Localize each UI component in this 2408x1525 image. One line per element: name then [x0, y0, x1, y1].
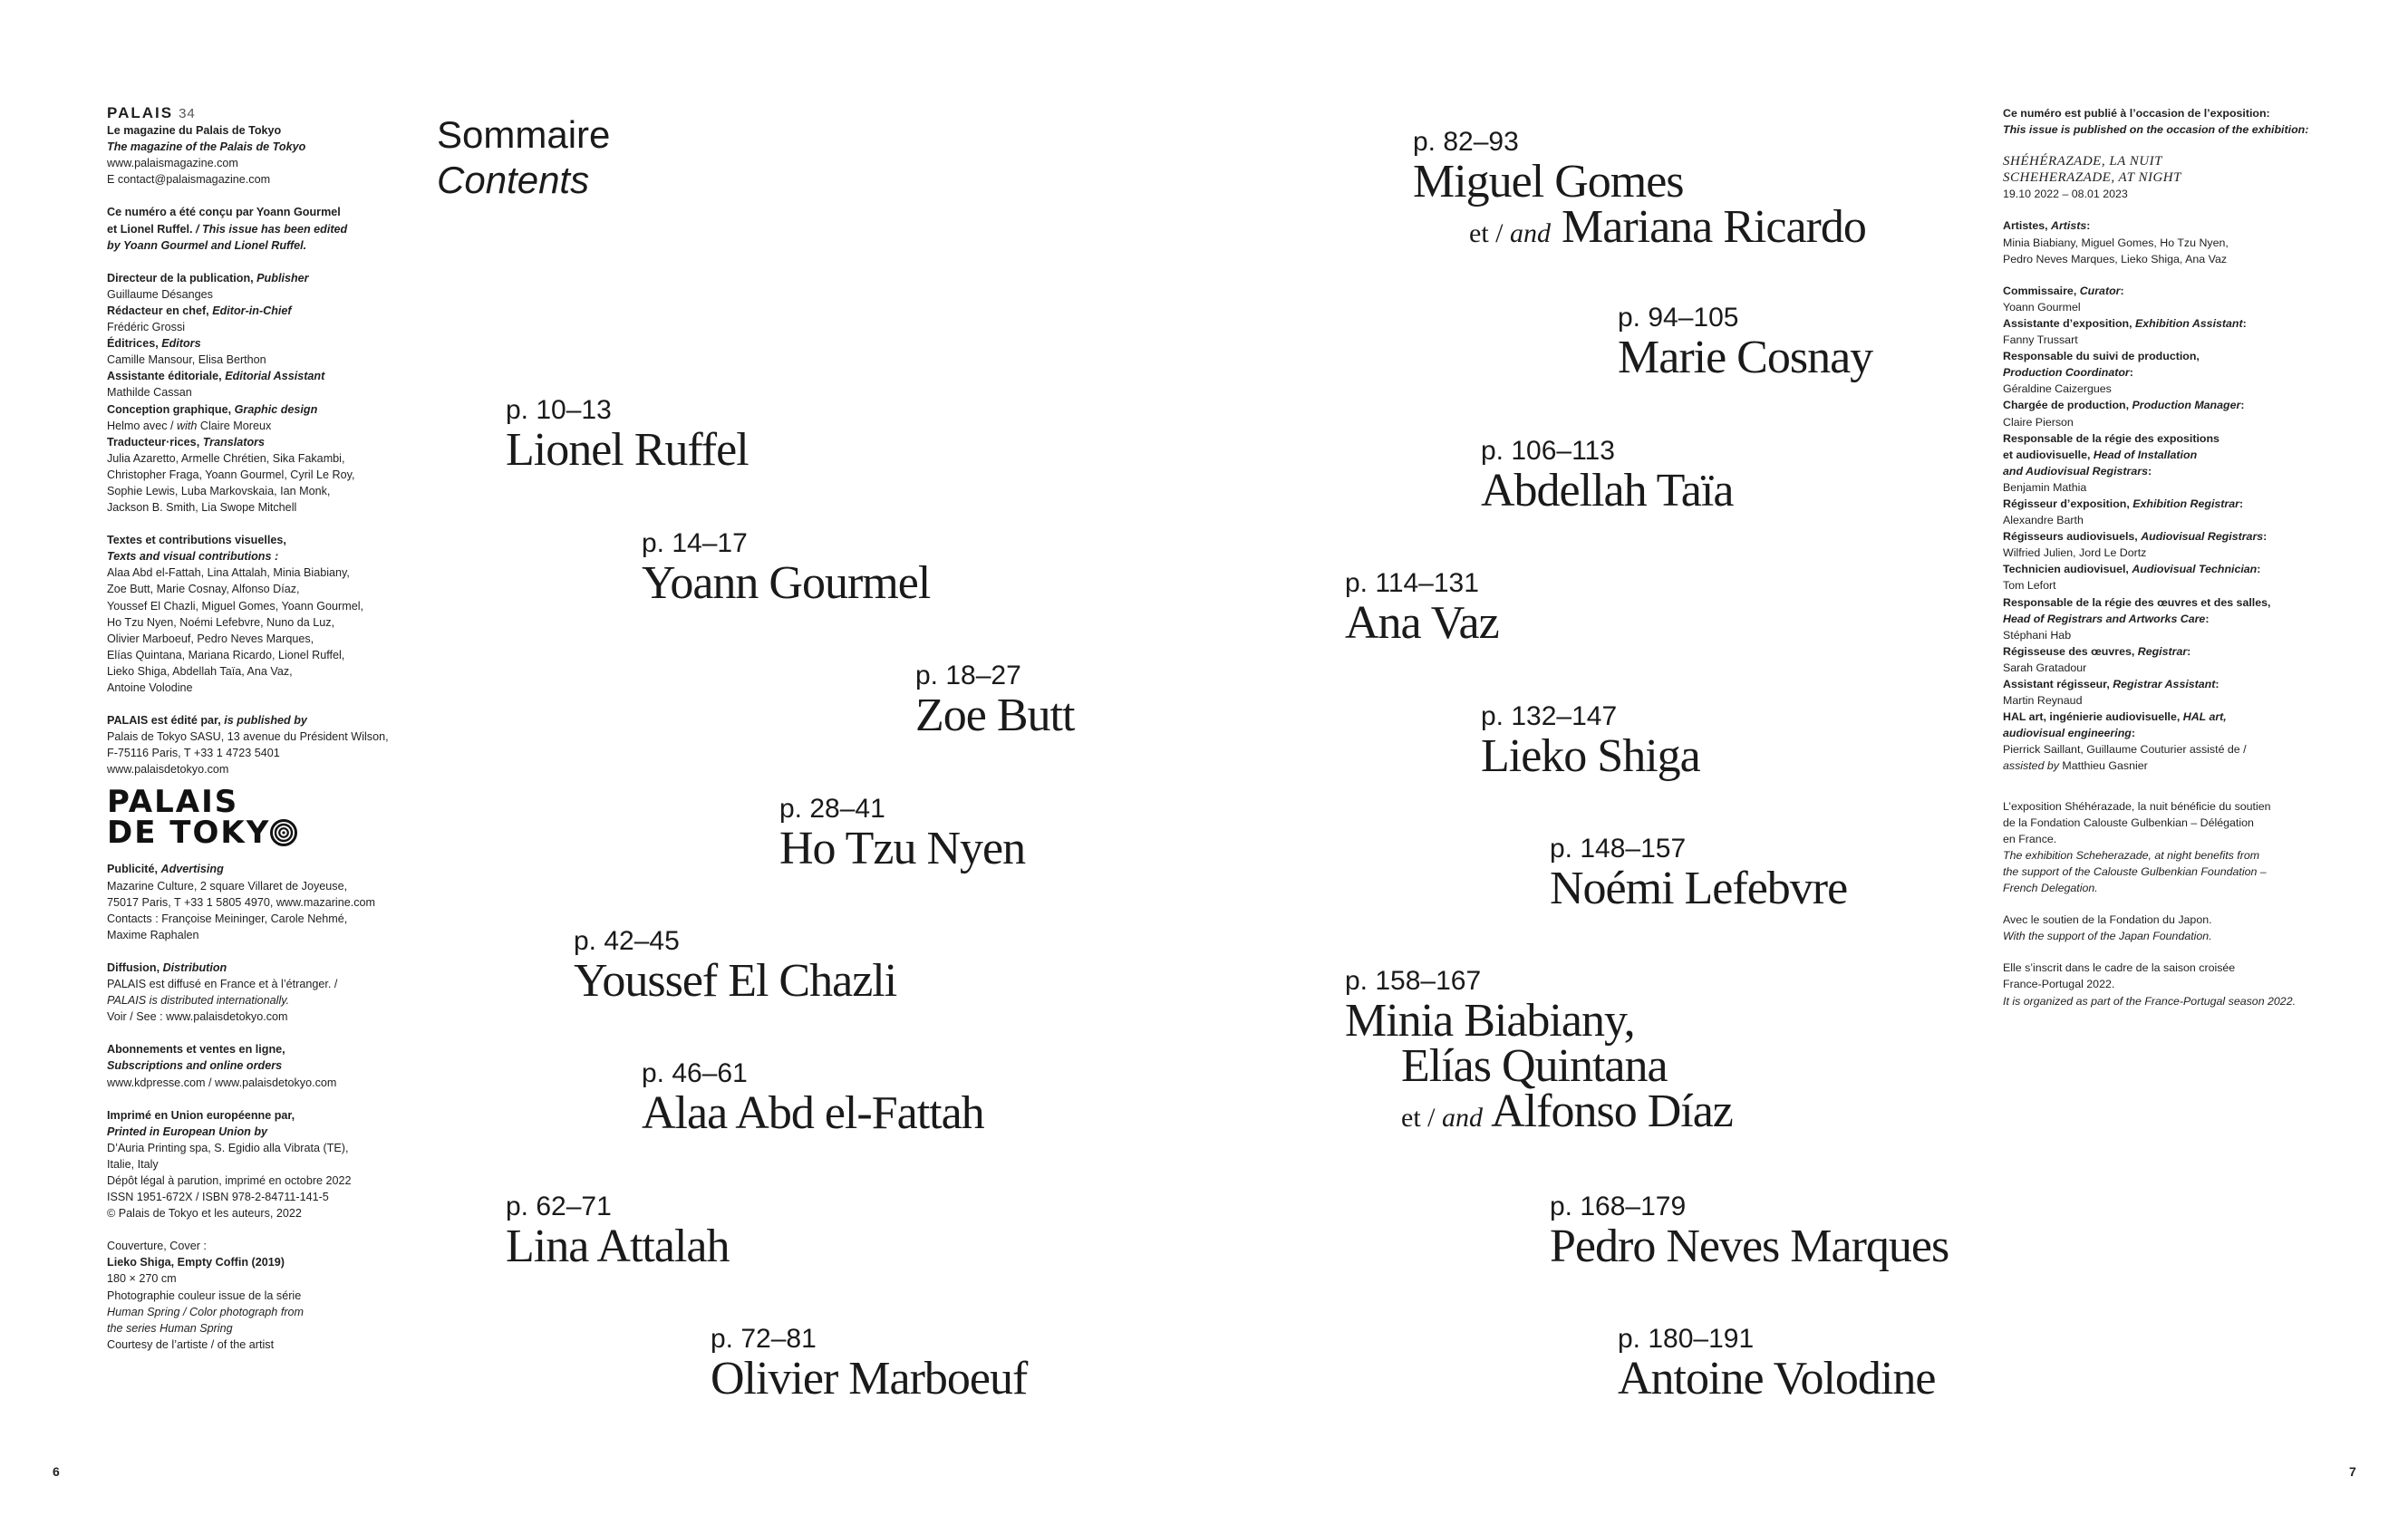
role-label: Traducteur·rices, [107, 435, 203, 449]
toc-author: Ho Tzu Nyen [779, 823, 1026, 874]
publisher-label: PALAIS est édité par, [107, 714, 225, 728]
toc-pages: p. 168–179 [1550, 1192, 1687, 1221]
contributions-label-en: Texts and visual contributions : [107, 550, 279, 564]
toc-author: Olivier Marboeuf [711, 1353, 1028, 1404]
distribution-line-en: PALAIS is distributed internationally. [107, 994, 290, 1008]
translators-line: Jackson B. Smith, Lia Swope Mitchell [107, 501, 297, 515]
staff-name: Martin Reynaud [2003, 694, 2083, 708]
role-name: Guillaume Désanges [107, 287, 213, 301]
toc-title-en: Contents [437, 159, 590, 201]
advertising-line: Maxime Raphalen [107, 928, 199, 941]
toc-pages: p. 72–81 [711, 1324, 817, 1354]
role-label-en: Publisher [256, 271, 309, 285]
toc-author: Alfonso Díaz [1491, 1086, 1733, 1137]
distribution-line: PALAIS est diffusé en France et à l’étranger. / [107, 978, 338, 991]
staff-name: Géraldine Caizergues [2003, 382, 2112, 396]
season-line: France-Portugal 2022. [2003, 978, 2115, 991]
role-label-en: Editors [161, 337, 201, 351]
staff-label-en: Registrar Assistant [2113, 678, 2216, 690]
publisher-line: Palais de Tokyo SASU, 13 avenue du Président Wilson, [107, 730, 389, 744]
toc-entry[interactable] [915, 661, 1075, 741]
staff-label-en: HAL art, [2182, 710, 2227, 724]
edited-by-line: Ce numéro a été conçu par Yoann Gourmel [107, 206, 341, 219]
staff-label-en: Registrar [2137, 644, 2188, 658]
occasion-fr: Ce numéro est publié à l’occasion de l’exposition: [2003, 107, 2270, 120]
spiral-o-icon [270, 819, 297, 846]
cover-title: Lieko Shiga, Empty Coffin (2019) [107, 1256, 285, 1269]
toc-author: Lionel Ruffel [506, 424, 749, 476]
toc-pages: p. 82–93 [1413, 127, 1519, 157]
printed-line: D’Auria Printing spa, S. Egidio alla Vibrata (TE), [107, 1141, 349, 1154]
staff-label: Responsable de la régie des œuvres et des salles, [2003, 595, 2271, 609]
staff-block [107, 270, 415, 516]
edited-by-en-line: by Yoann Gourmel and Lionel Ruffel. [107, 238, 307, 252]
staff-name: Benjamin Mathia [2003, 480, 2087, 494]
toc-author: Noémi Lefebvre [1550, 863, 1848, 914]
toc-author: Mariana Ricardo [1562, 201, 1866, 253]
toc-entry[interactable] [642, 528, 931, 609]
staff-label-en: Head of Installation [2093, 448, 2198, 461]
cover-label: Couverture, Cover : [107, 1240, 207, 1253]
staff-name: Pierrick Saillant, Guillaume Couturier assisté de / [2003, 743, 2247, 757]
printed-line: Italie, Italy [107, 1157, 159, 1171]
toc-pages: p. 42–45 [574, 926, 680, 956]
toc-pages: p. 28–41 [779, 794, 885, 824]
toc-pages: p. 158–167 [1345, 966, 1482, 996]
staff-name: Claire Pierson [2003, 415, 2074, 429]
toc-title-fr: Sommaire [437, 113, 611, 156]
contributions-line: Olivier Marboeuf, Pedro Neves Marques, [107, 632, 314, 645]
staff-label-en: Exhibition Assistant [2134, 316, 2243, 330]
toc-pages: p. 148–157 [1550, 834, 1687, 864]
toc-author: Elías Quintana [1401, 1040, 1668, 1092]
publisher-block [107, 712, 415, 777]
toc-author: Minia Biabiany, [1345, 995, 1635, 1047]
cover-line: 180 × 270 cm [107, 1272, 177, 1286]
toc-entry[interactable] [1550, 835, 1847, 912]
staff-label-en: Production Manager [2132, 399, 2241, 412]
staff-name: Alexandre Barth [2003, 514, 2084, 527]
cover-credit-block [107, 1238, 415, 1353]
staff-label-en: Curator [2079, 284, 2121, 297]
staff-label: HAL art, ingénierie audiovisuelle, [2003, 710, 2183, 724]
subscriptions-label-en: Subscriptions and online orders [107, 1059, 283, 1073]
toc-entry[interactable] [1618, 304, 1872, 381]
contributions-line: Antoine Volodine [107, 681, 193, 694]
role-label: Éditrices, [107, 337, 162, 351]
staff-label-en: audiovisual engineering [2003, 727, 2132, 740]
staff-label: Commissaire, [2003, 284, 2080, 297]
exhibition-info [2003, 105, 2384, 1025]
role-label: Conception graphique, [107, 402, 235, 416]
staff-name: Yoann Gourmel [2003, 300, 2081, 314]
printed-label-en: Printed in European Union by [107, 1124, 268, 1138]
occasion-en: This issue is published on the occasion of the exhibition: [2003, 123, 2309, 137]
role-name: Claire Moreux [197, 419, 272, 432]
toc-author: Lieko Shiga [1481, 730, 1700, 782]
edited-by-en-line: / This issue has been edited [195, 222, 348, 236]
support-line: L’exposition Shéhérazade, la nuit bénéficie du soutien [2003, 799, 2271, 813]
staff-label-en: Audiovisual Technician [2132, 563, 2258, 576]
toc-pages: p. 132–147 [1481, 701, 1618, 731]
season-block [2003, 960, 2384, 1009]
staff-label: Assistant régisseur, [2003, 678, 2113, 690]
contributions-line: Alaa Abd el-Fattah, Lina Attalah, Minia Biabiany, [107, 566, 350, 580]
artists-label: Artistes, [2003, 219, 2052, 233]
staff-label: Régisseurs audiovisuels, [2003, 530, 2142, 544]
staff-label: et audiovisuelle, [2003, 448, 2094, 461]
cover-line: Human Spring / Color photograph from [107, 1305, 305, 1318]
staff-label-en: Audiovisual Registrars [2141, 530, 2264, 544]
toc-entry[interactable] [779, 796, 1025, 872]
contributions-line: Youssef El Chazli, Miguel Gomes, Yoann Gourmel, [107, 599, 364, 613]
staff-label: Chargée de production, [2003, 399, 2132, 412]
role-label: Assistante éditoriale, [107, 370, 226, 383]
subtitle-en: The magazine of the Palais de Tokyo [107, 140, 306, 154]
contributions-block [107, 532, 415, 696]
artists-block: Artistes, Artists: Minia Biabiany, Miguel Gomes, Ho Tzu Nyen, Pedro Neves Marques, Lieko Shiga, Ana Vaz [2003, 217, 2384, 266]
gulbenkian-block [2003, 798, 2384, 897]
toc-entry[interactable] [1413, 129, 1866, 256]
translators-line: Sophie Lewis, Luba Markovskaia, Ian Monk, [107, 484, 331, 497]
staff-label: Responsable du suivi de production, [2003, 350, 2200, 363]
toc-author: Zoe Butt [915, 690, 1075, 741]
palais-de-tokyo-logo [107, 784, 288, 852]
legal-line: Dépôt légal à parution, imprimé en octobre 2022 [107, 1173, 352, 1187]
distribution-label-en: Distribution [162, 960, 227, 974]
toc-title [437, 112, 610, 203]
colophon [107, 105, 415, 1369]
legal-line: ISSN 1951-672X / ISBN 978-2-84711-141-5 [107, 1191, 329, 1204]
magazine-title: PALAIS 34 [107, 104, 196, 121]
distribution-block [107, 960, 415, 1025]
toc-author: Yoann Gourmel [642, 557, 931, 609]
toc-author: Abdellah Taïa [1481, 465, 1734, 516]
support-line-en: the support of the Calouste Gulbenkian Foundation – [2003, 864, 2267, 878]
staff-name: Matthieu Gasnier [2058, 759, 2148, 773]
conj-en: and [1510, 218, 1551, 248]
support-line-en: With the support of the Japan Foundation. [2003, 930, 2212, 943]
toc-author: Alaa Abd el-Fattah [642, 1087, 984, 1139]
toc-entry[interactable] [1345, 968, 1733, 1141]
staff-label-en: Head of Registrars and Artworks Care [2003, 612, 2206, 625]
toc-entry[interactable] [711, 1326, 1027, 1402]
toc-pages: p. 46–61 [642, 1058, 748, 1088]
toc-pages: p. 14–17 [642, 528, 748, 558]
toc-author: Ana Vaz [1345, 597, 1499, 649]
advertising-label: Publicité, [107, 863, 161, 876]
staff-label-en: and Audiovisual Registrars [2003, 464, 2148, 478]
artists-line: Minia Biabiany, Miguel Gomes, Ho Tzu Nyen, [2003, 236, 2229, 249]
toc-entry[interactable] [1481, 438, 1733, 514]
toc-author: Miguel Gomes [1413, 156, 1684, 208]
page-number-left: 6 [53, 1464, 60, 1479]
toc-entry[interactable] [574, 926, 897, 1007]
contributions-line: Elías Quintana, Mariana Ricardo, Lionel Ruffel, [107, 648, 345, 661]
printed-label: Imprimé en Union européenne par, [107, 1108, 295, 1122]
exhibition-title-en: SCHEHERAZADE, AT NIGHT [2003, 170, 2181, 186]
role-label-en: Editor-in-Chief [212, 304, 292, 317]
occasion-block [2003, 105, 2384, 138]
japan-foundation-block [2003, 912, 2384, 944]
cover-line: Photographie couleur issue de la série [107, 1289, 302, 1302]
exhibition-title-block [2003, 153, 2384, 202]
toc-entry[interactable] [1550, 1192, 1949, 1272]
subscriptions-label: Abonnements et ventes en ligne, [107, 1043, 285, 1057]
translators-line: Christopher Fraga, Yoann Gourmel, Cyril Le Roy, [107, 468, 355, 481]
exhibition-dates: 19.10 2022 – 08.01 2023 [2003, 188, 2128, 201]
staff-name: Sarah Gratadour [2003, 661, 2087, 674]
distribution-line: Voir / See : www.palaisdetokyo.com [107, 1010, 288, 1024]
toc-pages: p. 10–13 [506, 395, 612, 425]
website-link[interactable]: www.palaismagazine.com [107, 157, 238, 170]
season-line: Elle s’inscrit dans le cadre de la saison croisée [2003, 961, 2236, 975]
contributions-label: Textes et contributions visuelles, [107, 534, 286, 547]
artists-line: Pedro Neves Marques, Lieko Shiga, Ana Vaz [2003, 252, 2228, 265]
role-label-en: Editorial Assistant [225, 370, 325, 383]
printing-block [107, 1107, 415, 1222]
support-line-en: French Delegation. [2003, 882, 2098, 895]
publisher-line: F-75116 Paris, T +33 1 4723 5401 [107, 747, 280, 760]
staff-name: Tom Lefort [2003, 579, 2056, 593]
edited-by-line: et Lionel Ruffel. [107, 222, 193, 236]
translators-line: Julia Azaretto, Armelle Chrétien, Sika Fakambi, [107, 451, 345, 465]
cover-line: Courtesy de l’artiste / of the artist [107, 1337, 275, 1351]
logo-line: PALAIS [107, 784, 239, 821]
toc-entry[interactable] [1481, 701, 1700, 782]
page-number-right: 7 [2349, 1464, 2356, 1479]
issue-number: 34 [179, 106, 196, 121]
support-line: Avec le soutien de la Fondation du Japon. [2003, 913, 2212, 927]
toc-pages: p. 18–27 [915, 661, 1021, 690]
toc-pages: p. 62–71 [506, 1192, 612, 1221]
staff-name: assisted by [2003, 759, 2059, 773]
role-name: Mathilde Cassan [107, 386, 192, 400]
staff-name: Stéphani Hab [2003, 628, 2072, 642]
staff-label: Technicien audiovisuel, [2003, 563, 2132, 576]
staff-label-en: Production Coordinator [2003, 366, 2130, 380]
role-name: Helmo avec / [107, 419, 177, 432]
exhibition-staff-block: Commissaire, Curator: Yoann Gourmel Assistante d’exposition, Exhibition Assistant: Fanny Trussart Responsable du suivi de production, Production Coordinator: Géraldine Caizergues Chargée de production, Production Manager: Claire Pierson Responsable de la régie des expositions et audiovisuelle, Head of Installation and Audiovisual Registrars: Benjamin Mathia Régisseur d’exposition, Exhibition Registrar: Alexandre Barth Régisseurs audiovisuels, Audiovisual Registrars: Wilfried Julien, Jord Le Dortz Technicien audiovisuel, Audiovisual Technician: Tom Lefort Responsable de la régie des œuvres et des salles, Head of Registrars and Artworks Care: Stéphani Hab Régisseuse des œuvres, Registrar: Sarah Gratadour Assistant régisseur, Registrar Assistant: Martin Reynaud HAL art, ingénierie audiovisuelle, HAL art, audiovisual engineering: Pierrick Saillant, Guillaume Couturier assisté de / assisted by Matthieu Gasnier [2003, 283, 2384, 775]
advertising-line: 75017 Paris, T +33 1 5805 4970, www.mazarine.com [107, 895, 376, 909]
contributions-line: Lieko Shiga, Abdellah Taïa, Ana Vaz, [107, 664, 293, 678]
role-label: Rédacteur en chef, [107, 304, 213, 317]
toc-author: Lina Attalah [506, 1221, 730, 1272]
cover-line: the series Human Spring [107, 1321, 233, 1335]
toc-conjunction [1469, 218, 1551, 248]
conj-fr: et / [1401, 1103, 1436, 1133]
exhibition-title-fr: SHÉHÉRAZADE, LA NUIT [2003, 154, 2162, 169]
toc-pages: p. 106–113 [1481, 436, 1615, 466]
distribution-label: Diffusion, [107, 960, 163, 974]
support-line: de la Fondation Calouste Gulbenkian – Délégation [2003, 816, 2254, 829]
toc-pages: p. 94–105 [1618, 303, 1739, 333]
contributions-line: Ho Tzu Nyen, Noémi Lefebvre, Nuno da Luz, [107, 615, 335, 629]
toc-author: Youssef El Chazli [574, 955, 897, 1007]
role-name: Frédéric Grossi [107, 321, 186, 334]
edited-by-block [107, 204, 415, 253]
support-line-en: The exhibition Scheherazade, at night benefits from [2003, 848, 2260, 862]
subscriptions-block [107, 1041, 415, 1090]
role-label-en: Translators [202, 435, 266, 449]
toc-entry[interactable] [506, 395, 749, 476]
logo-line: DE TOKY [107, 815, 271, 852]
staff-label: Régisseuse des œuvres, [2003, 644, 2138, 658]
advertising-block [107, 861, 415, 942]
advertising-line: Mazarine Culture, 2 square Villaret de Joyeuse, [107, 879, 348, 893]
role-name: Camille Mansour, Elisa Berthon [107, 353, 266, 367]
staff-label: Régisseur d’exposition, [2003, 497, 2133, 510]
toc-pages: p. 114–131 [1345, 568, 1479, 598]
role-name: with [177, 419, 198, 432]
toc-author: Antoine Volodine [1618, 1353, 1936, 1404]
contributions-line: Zoe Butt, Marie Cosnay, Alfonso Díaz, [107, 583, 300, 596]
season-line-en: It is organized as part of the France-Portugal season 2022. [2003, 994, 2297, 1008]
role-label-en: Graphic design [234, 402, 318, 416]
advertising-line: Contacts : Françoise Meininger, Carole Nehmé, [107, 912, 348, 925]
publisher-website-link[interactable]: www.palaisdetokyo.com [107, 763, 229, 777]
toc-author: Marie Cosnay [1618, 332, 1873, 383]
email-link[interactable]: E contact@palaismagazine.com [107, 173, 271, 187]
toc-pages: p. 180–191 [1618, 1324, 1755, 1354]
role-label: Directeur de la publication, [107, 271, 257, 285]
staff-label: Assistante d’exposition, [2003, 316, 2135, 330]
conj-en: and [1442, 1103, 1483, 1133]
toc-entry[interactable] [1345, 568, 1499, 649]
legal-line: © Palais de Tokyo et les auteurs, 2022 [107, 1207, 302, 1221]
subscriptions-link[interactable]: www.kdpresse.com / www.palaisdetokyo.com [107, 1076, 337, 1089]
toc-entry[interactable] [642, 1058, 984, 1139]
toc-entry[interactable] [1618, 1326, 1935, 1402]
toc-conjunction [1401, 1103, 1483, 1133]
masthead-block [107, 105, 415, 188]
staff-name: Fanny Trussart [2003, 333, 2078, 347]
subtitle-fr: Le magazine du Palais de Tokyo [107, 124, 282, 138]
staff-name: Wilfried Julien, Jord Le Dortz [2003, 546, 2147, 560]
toc-author: Pedro Neves Marques [1550, 1221, 1949, 1272]
staff-label: Responsable de la régie des expositions [2003, 431, 2219, 445]
publisher-label-en: is published by [224, 714, 307, 728]
toc-entry[interactable] [506, 1192, 730, 1272]
conj-fr: et / [1469, 218, 1504, 248]
staff-label-en: Exhibition Registrar [2132, 497, 2239, 510]
artists-label-en: Artists [2051, 219, 2087, 233]
advertising-label-en: Advertising [160, 863, 224, 876]
support-line: en France. [2003, 832, 2057, 845]
